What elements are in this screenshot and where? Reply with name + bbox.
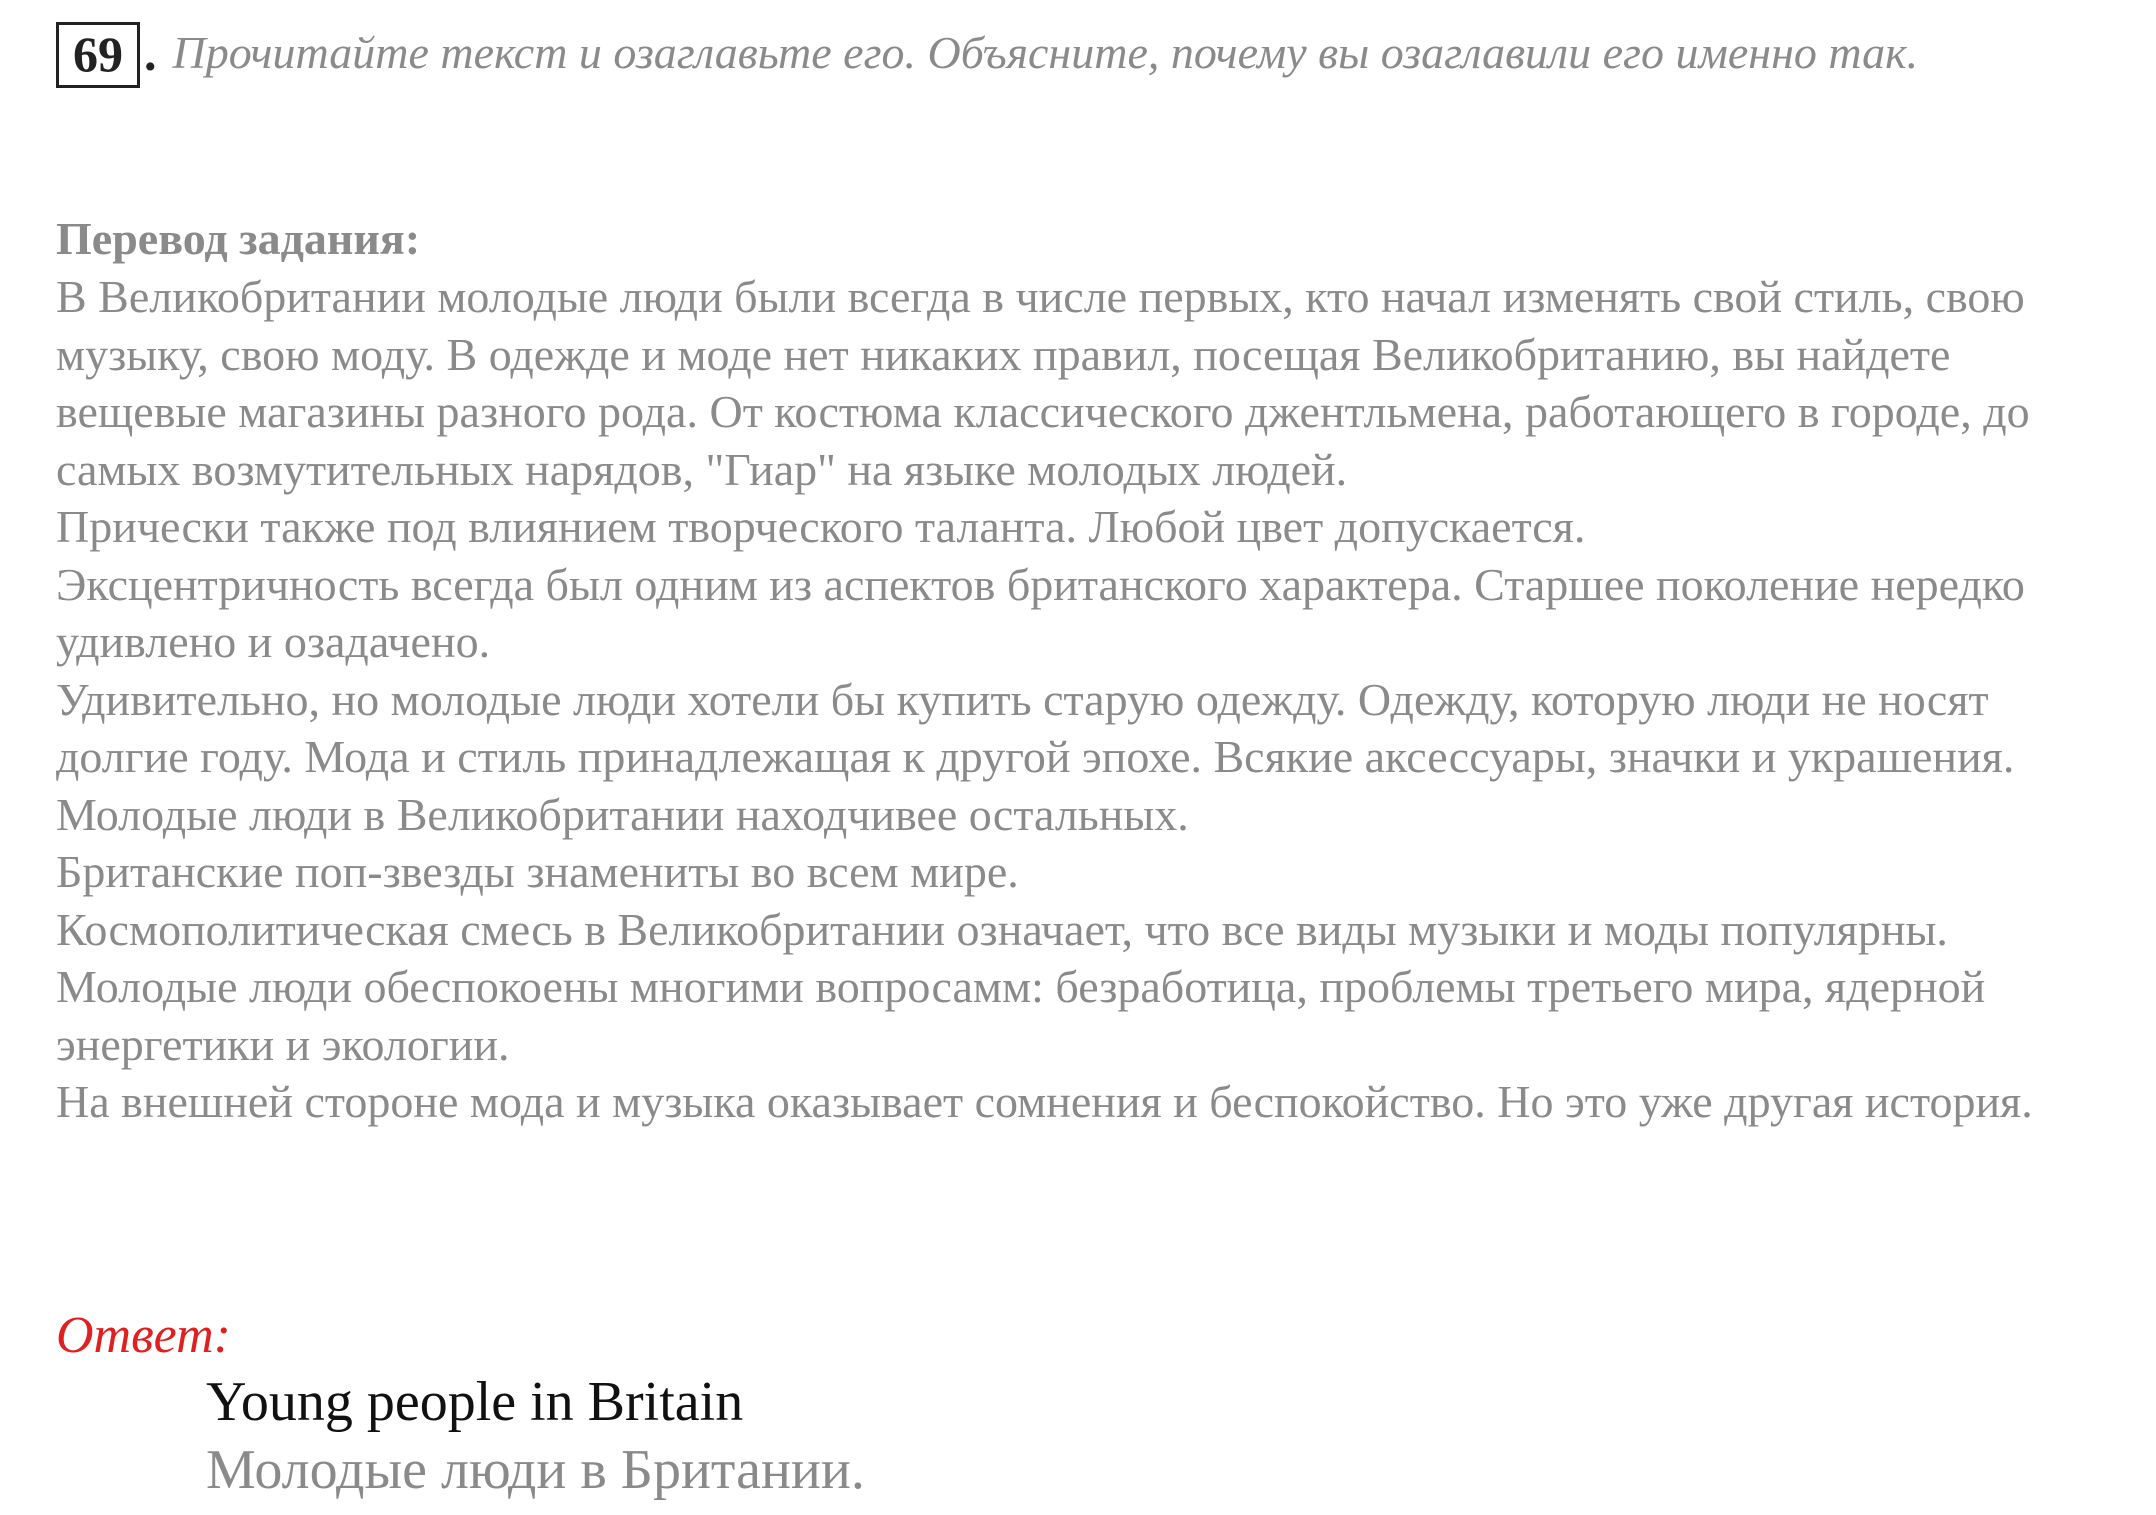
translation-paragraph: Прически также под влиянием творческого таланта. Любой цвет допускается. xyxy=(56,501,1586,552)
answer-english-title: Young people in Britain xyxy=(206,1371,744,1433)
task-number-dot: . xyxy=(144,25,157,81)
translation-paragraph: Удивительно, но молодые люди хотели бы купить старую одежду. Одежду, которую люди не носят долгие году. Мода и стиль принадлежащая к другой эпохе. Всякие аксессуары, значки и украшения. Молодые люди в Великобритании находчивее остальных. xyxy=(56,673,2015,840)
answer-section xyxy=(56,1306,2046,1501)
answer-russian-title: Молодые люди в Британии. xyxy=(206,1439,865,1501)
translation-paragraph: Британские поп-звезды знамениты во всем мире. xyxy=(56,846,1019,897)
translation-paragraph: Эксцентричность всегда был одним из аспектов британского характера. Старшее поколение нередко удивлено и озадачено. xyxy=(56,558,2025,667)
translation-paragraph: В Великобритании молодые люди были всегда в числе первых, кто начал изменять свой стиль, свою музыку, свою моду. В одежде и моде нет никаких правил, посещая Великобританию, вы найдете вещевые магазины разного рода. От костюма классического джентльмена, работающего в городе, до самых возмутительных нарядов, "Гиар" на языке молодых людей. xyxy=(56,271,2030,495)
translation-label: Перевод задания: xyxy=(56,213,421,264)
task-header xyxy=(56,22,2016,88)
translation-paragraph: На внешней стороне мода и музыка оказывает сомнения и беспокойство. Но это уже другая история. xyxy=(56,1076,2033,1127)
task-instruction: Прочитайте текст и озаглавьте его. Объясните, почему вы озаглавили его именно так. xyxy=(172,27,1919,78)
task-number: 69 xyxy=(56,22,140,88)
translation-paragraph: Космополитическая смесь в Великобритании означает, что все виды музыки и моды популярны. Молодые люди обеспокоены многими вопросамм: безработица, проблемы третьего мира, ядерной энергетики и экологии. xyxy=(56,903,1986,1070)
translation-section xyxy=(56,210,2046,1131)
answer-label: Ответ: xyxy=(56,1307,231,1364)
